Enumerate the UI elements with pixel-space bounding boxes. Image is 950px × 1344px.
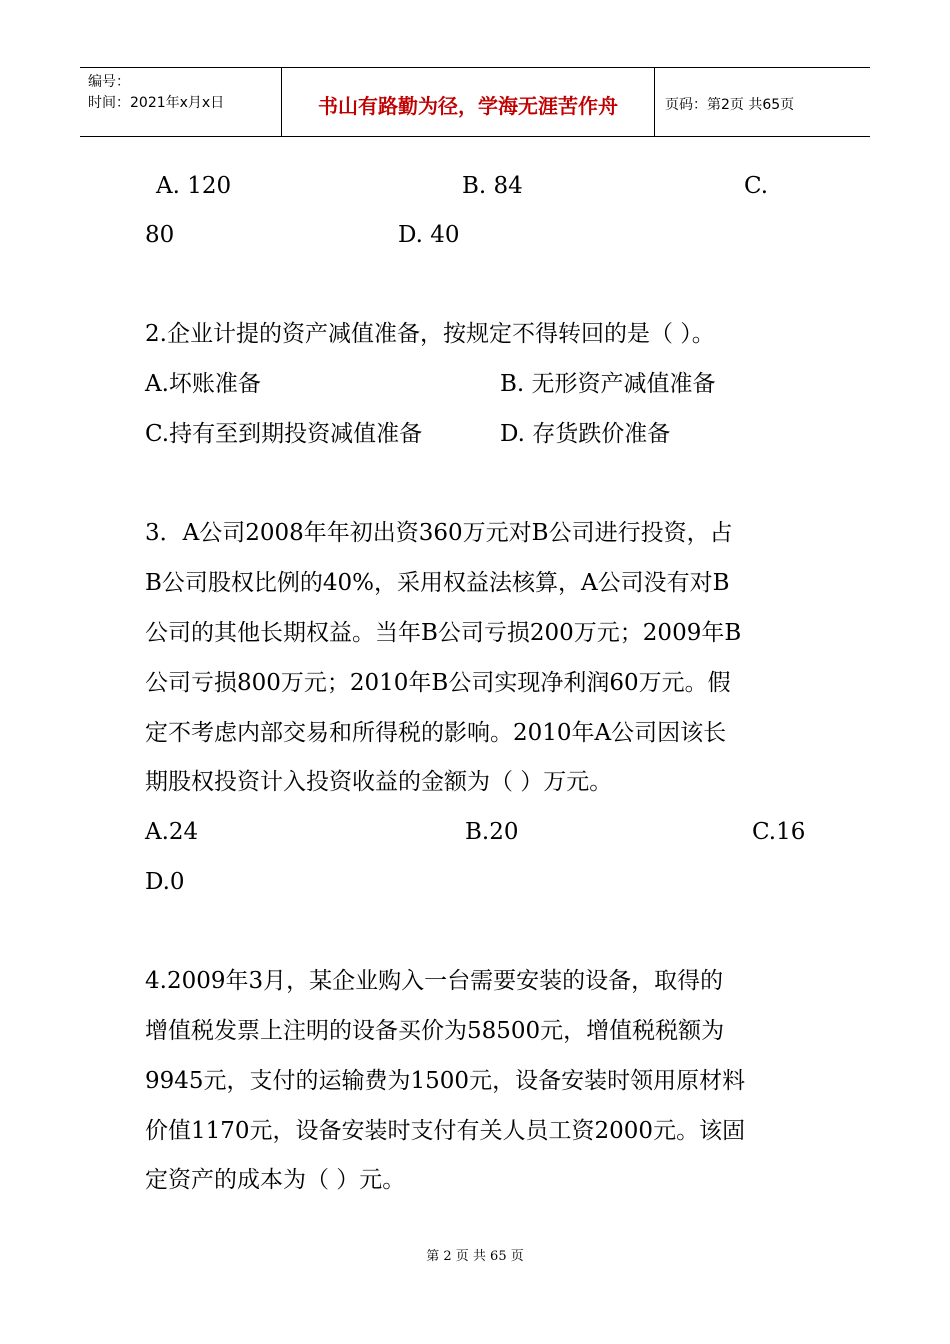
q2-stem: 2.企业计提的资产减值准备，按规定不得转回的是（ ）。 (145, 321, 715, 347)
q1-option-b: B. 84 (462, 173, 523, 199)
q3-option-c: C.16 (752, 819, 806, 845)
q3-option-a: A.24 (145, 819, 199, 845)
page-footer: 第 2 页 共 65 页 (426, 1249, 524, 1264)
q3-line: 期股权投资计入投资收益的金额为（ ）万元。 (145, 769, 613, 795)
header-page-cell (655, 68, 870, 136)
q1-option-c-value: 80 (145, 222, 175, 248)
page-header (80, 67, 870, 137)
q4-line: 4.2009年3月，某企业购入一台需要安装的设备，取得的 (145, 968, 724, 994)
q3-line: 公司的其他长期权益。当年B公司亏损200万元；2009年B (145, 620, 742, 646)
q3-line: 公司亏损800万元；2010年B公司实现净利润60万元。假 (145, 670, 731, 696)
q2-option-b: B. 无形资产减值准备 (500, 371, 716, 397)
q4-line: 价值1170元，设备安装时支付有关人员工资2000元。该固 (145, 1118, 746, 1144)
q2-option-d: D. 存货跌价准备 (500, 421, 671, 447)
header-motto-cell (282, 68, 655, 136)
q1-option-a: A. 120 (156, 173, 232, 199)
page-info: 页码：第2页 共65页 (665, 97, 795, 113)
q2-option-a: A.坏账准备 (145, 371, 261, 397)
motto: 书山有路勤为径，学海无涯苦作舟 (318, 94, 618, 118)
q3-option-b: B.20 (465, 819, 519, 845)
q4-line: 定资产的成本为（ ）元。 (145, 1167, 406, 1193)
q3-line: B公司股权比例的40%，采用权益法核算，A公司没有对B (145, 570, 730, 596)
time-label: 时间：2021年x月x日 (88, 95, 225, 111)
q4-line: 9945元，支付的运输费为1500元，设备安装时领用原材料 (145, 1068, 746, 1094)
q1-option-d: D. 40 (398, 222, 460, 248)
q4-line: 增值税发票上注明的设备买价为58500元，增值税税额为 (145, 1018, 725, 1044)
q1-option-c: C. (744, 173, 769, 199)
number-label: 编号： (88, 74, 130, 90)
header-meta (80, 68, 282, 136)
q2-option-c: C.持有至到期投资减值准备 (145, 421, 423, 447)
q3-option-d: D.0 (145, 869, 185, 895)
q3-line: 定不考虑内部交易和所得税的影响。2010年A公司因该长 (145, 720, 727, 746)
q3-line: 3．A公司2008年年初出资360万元对B公司进行投资，占 (145, 520, 733, 546)
